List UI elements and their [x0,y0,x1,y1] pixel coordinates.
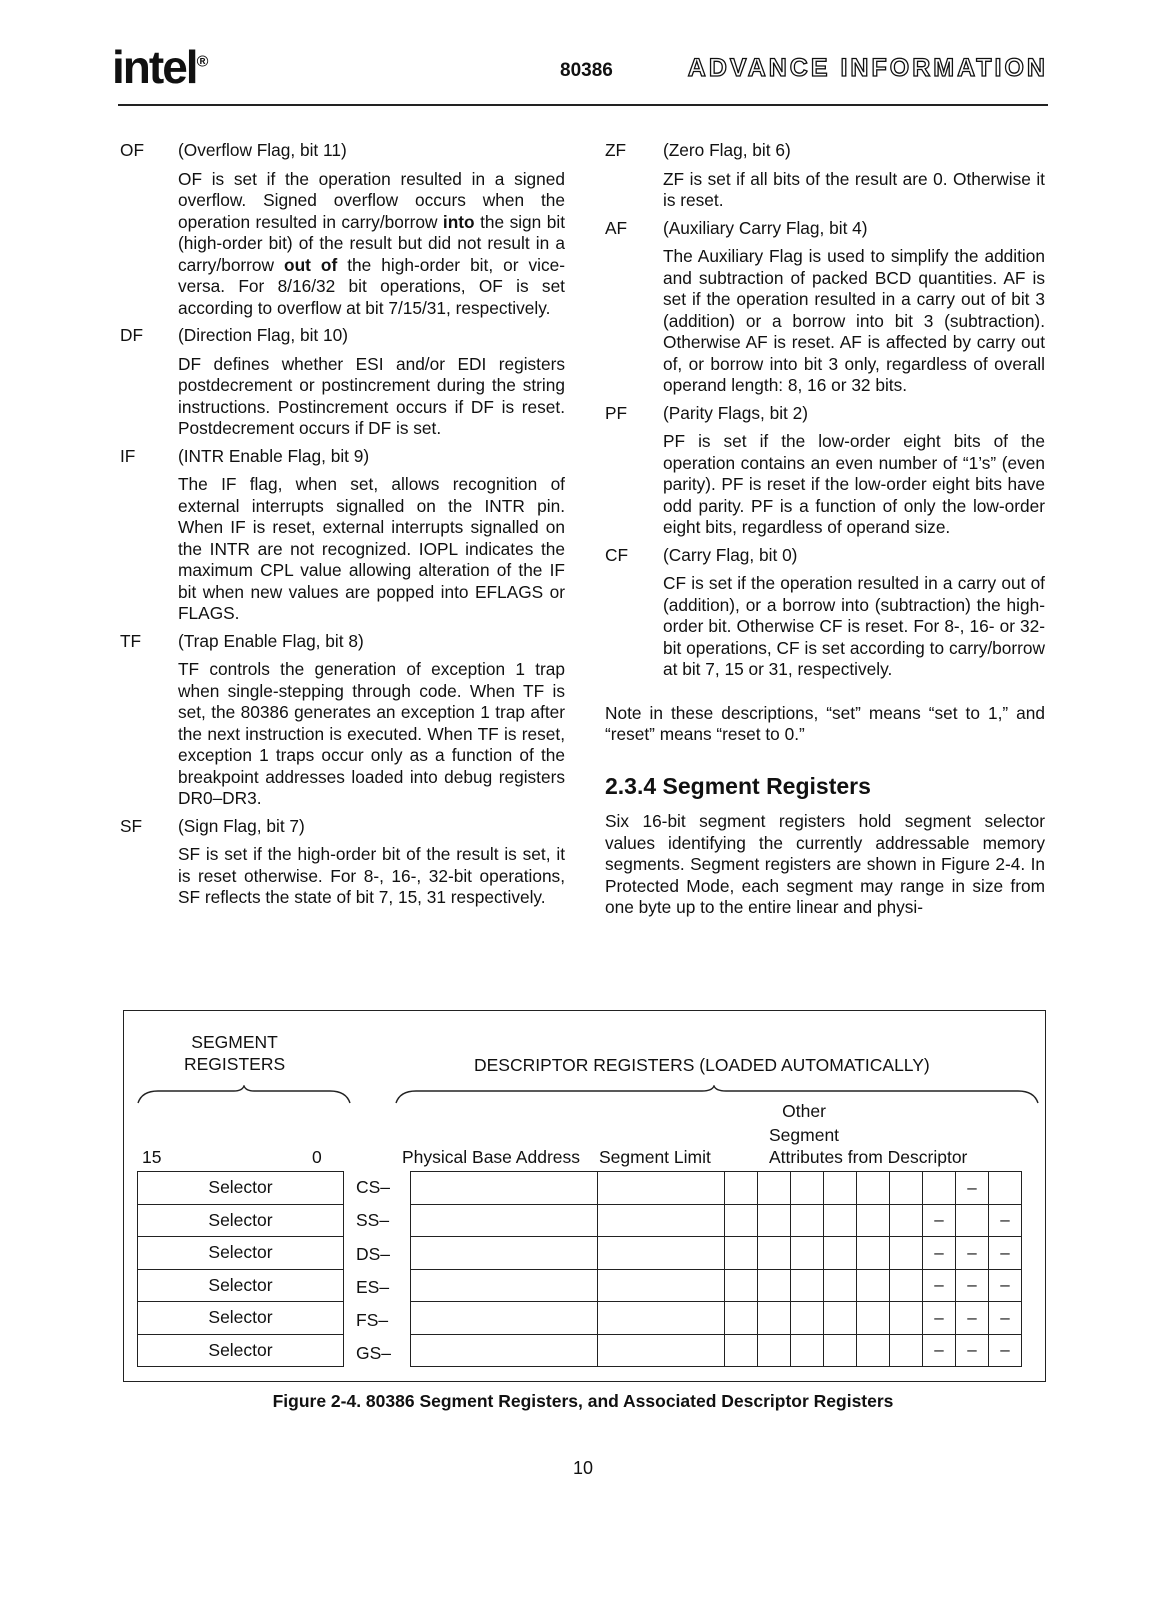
flag-title: (Auxiliary Carry Flag, bit 4) [663,217,868,238]
flag-abbr: ZF [605,140,627,160]
register-label-gs: GS– [356,1343,392,1364]
selector-cell: Selector [138,1269,344,1302]
attribute-cell: – [989,1237,1022,1270]
attribute-cell [791,1172,824,1205]
descriptor-row [411,1237,1022,1270]
attribute-cell [758,1269,791,1302]
left-column [120,140,565,915]
attribute-cell [890,1334,923,1367]
flag-df [120,325,565,440]
attribute-cell [857,1204,890,1237]
flag-if [120,446,565,625]
attribute-cell [824,1269,857,1302]
attribute-cell [824,1302,857,1335]
segment-registers-figure [123,1010,1046,1382]
physical-base-address-header: Physical Base Address [402,1147,581,1167]
attribute-cell [791,1237,824,1270]
attribute-cell [824,1334,857,1367]
selector-row [138,1204,344,1237]
attribute-cell [758,1237,791,1270]
flag-description: ZF is set if all bits of the result are 0. Otherwise it is reset. [663,168,1045,210]
base-address-cell [411,1237,598,1270]
flag-abbr: DF [120,325,144,345]
selector-row [138,1172,344,1205]
register-label-es: ES– [356,1276,390,1297]
descriptor-registers-title: DESCRIPTOR REGISTERS (LOADED AUTOMATICALLY) [474,1055,930,1075]
figure-caption: Figure 2-4. 80386 Segment Registers, and Associated Descriptor Registers [272,1391,894,1411]
intel-logo: intel® [112,41,207,93]
descriptor-row [411,1204,1022,1237]
attribute-cell: – [956,1302,989,1335]
flag-title: (Sign Flag, bit 7) [178,815,305,836]
flag-description: OF is set if the operation resulted in a signed overflow. Signed overflow occurs when the operation resulted in carry/borrow into the sign bit (high-order bit) of the result but did not result in a carry/borrow out of the high-order bit, or vice-versa. For 8/16/32 bit operations, OF is set according to overflow at bit 7/15/31, respectively. [178,168,566,318]
section-heading: 2.3.4 Segment Registers [605,772,871,799]
attribute-cell [890,1269,923,1302]
flag-abbr: SF [120,815,143,836]
selector-row [138,1334,344,1367]
attribute-cell: – [956,1334,989,1367]
register-label-cs: CS– [356,1177,391,1197]
selector-cell: Selector [138,1334,344,1367]
flag-cf [605,545,1045,681]
attribute-cell: – [923,1269,956,1302]
attribute-cell [758,1334,791,1367]
flag-pf [605,403,1045,539]
attribute-cell [725,1269,758,1302]
flag-title: (Trap Enable Flag, bit 8) [178,630,364,651]
flag-title: (Overflow Flag, bit 11) [178,140,347,160]
flag-abbr: PF [605,402,628,423]
attribute-cell [824,1172,857,1205]
descriptor-brace [392,1085,1042,1107]
flag-zf [605,140,1045,212]
doc-number: 80386 [560,60,613,81]
flag-description: DF defines whether ESI and/or EDI registers postdecrement or postincrement during the string instructions. Postincrement occurs if DF is reset. Postdecrement occurs if DF is set. [178,353,565,438]
attribute-cell [791,1302,824,1335]
attribute-cell: – [989,1269,1022,1302]
register-label-fs: FS– [356,1310,389,1331]
flag-description: TF controls the generation of exception 1 trap when single-stepping through code. When TF is set, the 80386 generates an exception 1 trap after the next instruction is executed. When TF is reset, exception 1 traps occur only as a function of the breakpoint addresses loaded into debug registers DR0–DR3. [178,659,565,808]
selector-row [138,1269,344,1302]
descriptor-row [411,1302,1022,1335]
attribute-cell [923,1172,956,1205]
attribute-cell [758,1172,791,1205]
attribute-cell [890,1302,923,1335]
attribute-cell [857,1302,890,1335]
selector-cell: Selector [138,1302,344,1335]
segment-registers-title: SEGMENT REGISTERS [184,1032,286,1074]
flag-description: CF is set if the operation resulted in a carry out of (addition), or a borrow into (subtraction) the high-order bit. Otherwise CF is reset. For 8-, 16- or 32-bit operations, CF is set according to carry/borrow at bit 7, 15 or 31, respectively. [663,573,1045,679]
flag-sf [120,816,565,909]
segment-limit-cell [598,1302,725,1335]
attribute-cell [725,1204,758,1237]
attribute-cell [890,1172,923,1205]
attribute-cell: – [956,1269,989,1302]
attribute-cell [857,1172,890,1205]
flag-abbr: TF [120,630,142,651]
flag-abbr: AF [605,217,628,238]
advance-information-banner: ADVANCE INFORMATION [687,54,1048,82]
attribute-cell [758,1302,791,1335]
base-address-cell [411,1269,598,1302]
attribute-cell [890,1237,923,1270]
selector-table [137,1171,344,1367]
flag-abbr: OF [120,140,144,160]
attribute-cell [824,1237,857,1270]
attribute-cell [857,1237,890,1270]
flag-of [120,140,565,319]
selector-row [138,1237,344,1270]
flag-title: (Zero Flag, bit 6) [663,140,791,160]
attribute-cell [857,1269,890,1302]
attribute-cell [758,1204,791,1237]
flag-description: SF is set if the high-order bit of the result is set, it is reset otherwise. For 8-, 16-, 32-bit operations, SF reflects the state of bit 7, 15, 31 respectively. [178,844,565,907]
attribute-cell [725,1237,758,1270]
segment-limit-cell [598,1172,725,1205]
attribute-cell: – [956,1172,989,1205]
attribute-cell [956,1204,989,1237]
flag-tf [120,631,565,810]
descriptor-row [411,1172,1022,1205]
base-address-cell [411,1302,598,1335]
attribute-cell [857,1334,890,1367]
flag-abbr: CF [605,544,629,565]
attribute-cell [725,1172,758,1205]
bit-0-label: 0 [312,1147,322,1167]
flag-description: The IF flag, when set, allows recognition of external interrupts signalled on the INTR pin. When IF is reset, external interrupts signalled on the INTR are not recognized. IOPL indicates the maximum CPL value allowing alteration of the IF bit when new values are popped into EFLAGS or FLAGS. [178,474,565,623]
descriptor-row [411,1269,1022,1302]
segment-limit-cell [598,1269,725,1302]
register-labels [356,1171,391,1371]
descriptor-row [411,1334,1022,1367]
segment-limit-header: Segment Limit [599,1147,711,1167]
register-label-ss: SS– [356,1210,390,1231]
attribute-cell: – [989,1302,1022,1335]
flag-abbr: IF [120,445,136,466]
flag-title: (Carry Flag, bit 0) [663,544,798,565]
register-label-ds: DS– [356,1243,391,1264]
attribute-cell: – [989,1204,1022,1237]
attribute-cell [725,1334,758,1367]
base-address-cell [411,1204,598,1237]
attribute-cell: – [956,1237,989,1270]
flag-title: (INTR Enable Flag, bit 9) [178,445,370,466]
descriptor-table [410,1171,1022,1367]
other-segment-label: Other Segment [769,1101,840,1145]
attribute-cell [725,1302,758,1335]
bit-15-label: 15 [142,1147,162,1167]
segment-limit-cell [598,1204,725,1237]
selector-row [138,1302,344,1335]
flag-description: The Auxiliary Flag is used to simplify the addition and subtraction of packed BCD quantities. AF is set if the operation resulted in a carry out of bit 3 (addition) or a borrow into bit 3 (subtraction). Otherwise AF is reset. AF is affected by carry out of, or borrow into bit 3 only, regardless of overall operand length: 8, 16 or 32 bits. [663,246,1045,395]
selector-cell: Selector [138,1237,344,1270]
segment-limit-cell [598,1237,725,1270]
section-body: Six 16-bit segment registers hold segment selector values identifying the currently addressable memory segments. Segment registers are shown in Figure 2-4. In Protected Mode, each segment may range in size from one byte up to the entire linear and physi- [605,811,1045,917]
base-address-cell [411,1334,598,1367]
page-number: 10 [572,1458,594,1478]
segment-brace [134,1085,354,1107]
selector-cell: Selector [138,1172,344,1205]
flag-title: (Parity Flags, bit 2) [663,402,809,423]
note-paragraph: Note in these descriptions, “set” means “set to 1,” and “reset” means “reset to 0.” [605,702,1045,744]
attribute-cell [791,1269,824,1302]
flag-title: (Direction Flag, bit 10) [178,325,348,345]
right-column [605,140,1045,919]
attribute-cell [989,1172,1022,1205]
selector-cell: Selector [138,1204,344,1237]
attribute-cell: – [923,1302,956,1335]
flag-af [605,218,1045,397]
segment-limit-cell [598,1334,725,1367]
header-rule [118,104,1048,106]
attributes-header: Attributes from Descriptor [769,1147,968,1167]
base-address-cell [411,1172,598,1205]
attribute-cell [890,1204,923,1237]
attribute-cell: – [923,1237,956,1270]
attribute-cell: – [923,1204,956,1237]
attribute-cell: – [989,1334,1022,1367]
flag-description: PF is set if the low-order eight bits of the operation contains an even number of “1’s” (even parity). PF is reset if the low-order eight bits have odd parity. PF is a function of only the low-order eight bits, regardless of operand size. [663,431,1045,537]
attribute-cell [791,1204,824,1237]
attribute-cell [824,1204,857,1237]
attribute-cell: – [923,1334,956,1367]
attribute-cell [791,1334,824,1367]
